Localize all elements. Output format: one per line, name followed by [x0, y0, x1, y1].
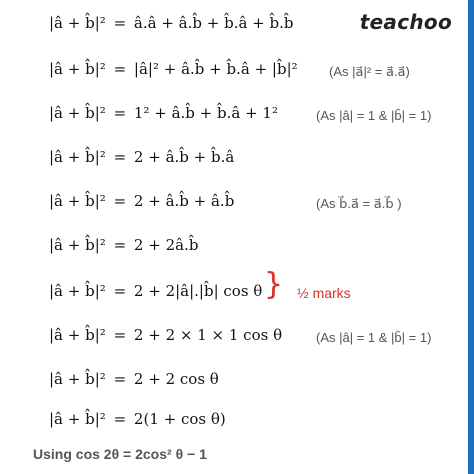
- step-rhs: 2 + 2â.b̂: [133, 236, 199, 254]
- equals-sign: =: [113, 236, 127, 254]
- step-9: [49, 370, 219, 388]
- step-lhs: |â + b̂|²: [49, 148, 106, 166]
- step-10: [49, 410, 226, 428]
- step-8-note: (As |â| = 1 & |b̂| = 1): [316, 330, 432, 345]
- equals-sign: =: [113, 370, 127, 388]
- step-rhs: |â|² + â.b̂ + b̂.â + |b̂|²: [133, 60, 298, 78]
- step-lhs: |â + b̂|²: [49, 60, 106, 78]
- step-2-note: (As |a⃗|² = a⃗.a⃗): [329, 64, 410, 79]
- step-rhs: 2 + â.b̂ + b̂.â: [133, 148, 235, 166]
- step-3: [49, 104, 278, 122]
- step-1: [49, 14, 294, 32]
- step-lhs: |â + b̂|²: [49, 104, 106, 122]
- step-lhs: |â + b̂|²: [49, 326, 106, 344]
- equals-sign: =: [113, 192, 127, 210]
- equals-sign: =: [113, 326, 127, 344]
- equals-sign: =: [113, 410, 127, 428]
- step-2: [49, 60, 298, 78]
- step-rhs: 1² + â.b̂ + b̂.â + 1²: [133, 104, 278, 122]
- step-rhs: 2 + 2 × 1 × 1 cos θ: [133, 326, 283, 344]
- curly-brace-icon: }: [264, 267, 284, 302]
- equals-sign: =: [113, 104, 127, 122]
- step-rhs: â.â + â.b̂ + b̂.â + b̂.b̂: [133, 14, 294, 32]
- step-lhs: |â + b̂|²: [49, 410, 106, 428]
- step-lhs: |â + b̂|²: [49, 370, 106, 388]
- step-5-note: (As b⃗.a⃗ = a⃗.b⃗ ): [316, 196, 402, 211]
- step-lhs: |â + b̂|²: [49, 236, 106, 254]
- teachoo-logo: teachoo: [359, 10, 452, 34]
- footer-identity-note: Using cos 2θ = 2cos² θ − 1: [33, 446, 207, 462]
- step-rhs: 2 + â.b̂ + â.b̂: [133, 192, 235, 210]
- step-8: [49, 326, 282, 344]
- marks-annotation: ½ marks: [297, 285, 351, 301]
- step-lhs: |â + b̂|²: [49, 192, 106, 210]
- step-lhs: |â + b̂|²: [49, 14, 106, 32]
- equals-sign: =: [113, 60, 127, 78]
- step-4: [49, 148, 234, 166]
- step-3-note: (As |â| = 1 & |b̂| = 1): [316, 108, 432, 123]
- equals-sign: =: [113, 282, 127, 300]
- step-rhs: 2 + 2|â|.|b̂| cos θ: [133, 282, 263, 300]
- step-7: [49, 282, 262, 300]
- step-5: [49, 192, 234, 210]
- equals-sign: =: [113, 14, 127, 32]
- step-6: [49, 236, 198, 254]
- step-lhs: |â + b̂|²: [49, 282, 106, 300]
- step-rhs: 2 + 2 cos θ: [133, 370, 219, 388]
- equals-sign: =: [113, 148, 127, 166]
- step-rhs: 2(1 + cos θ): [133, 410, 226, 428]
